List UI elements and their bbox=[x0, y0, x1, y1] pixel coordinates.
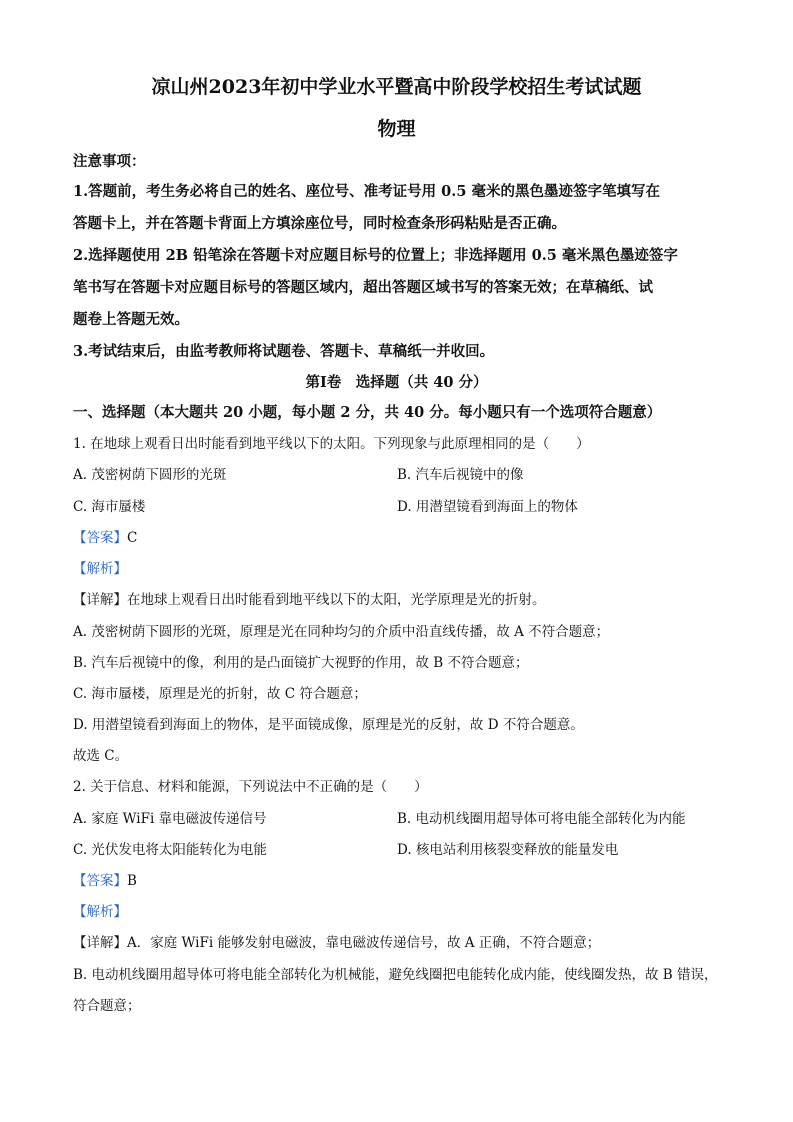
subject-title: 物理 bbox=[377, 118, 416, 140]
detail-tag: 【详解】 bbox=[73, 592, 127, 608]
q1-answer bbox=[73, 526, 733, 546]
q1-conclusion: 故选 C。 bbox=[73, 748, 129, 764]
answer-value: B bbox=[127, 873, 137, 889]
notice-line-2: 答题卡上，并在答题卡背面上方填涂座位号，同时检查条形码粘贴是否正确。 bbox=[73, 215, 566, 232]
q2-analysis-tag: 【解析】 bbox=[73, 904, 127, 920]
q1-explain-d: D. 用潜望镜看到海面上的物体，是平面镜成像，原理是光的反射，故 D 不符合题意。 bbox=[73, 717, 584, 733]
q1-explain-c: C. 海市蜃楼，原理是光的折射，故 C 符合题意； bbox=[73, 686, 367, 702]
section-heading: 一、选择题（本大题共 20 小题，每小题 2 分，共 40 分。每小题只有一个选项符合题意） bbox=[73, 404, 662, 421]
q2-option-d: D. 核电站利用核裂变释放的能量发电 bbox=[397, 842, 619, 858]
q1-detail bbox=[73, 588, 733, 608]
detail-text: 在地球上观看日出时能看到地平线以下的太阳，光学原理是光的折射。 bbox=[127, 592, 546, 608]
q2-answer bbox=[73, 869, 733, 889]
q1-option-c: C. 海市蜃楼 bbox=[73, 499, 146, 515]
answer-tag: 【答案】 bbox=[73, 530, 127, 546]
q1-option-b: B. 汽车后视镜中的像 bbox=[397, 467, 524, 483]
q1-explain-a: A. 茂密树荫下圆形的光斑，原理是光在同种均匀的介质中沿直线传播，故 A 不符合题意； bbox=[73, 624, 610, 640]
notice-line-4: 笔书写在答题卡对应题目标号的答题区域内，超出答题区域书写的答案无效；在草稿纸、试 bbox=[73, 279, 653, 296]
q2-detail bbox=[73, 931, 733, 951]
q1-analysis-tag: 【解析】 bbox=[73, 561, 127, 577]
notice-line-1: 1.答题前，考生务必将自己的姓名、座位号、准考证号用 0.5 毫米的黑色墨迹签字笔填写在 bbox=[73, 183, 660, 200]
detail-tag: 【详解】 bbox=[73, 935, 127, 951]
part1-heading: 第Ⅰ卷 选择题（共 40 分） bbox=[305, 374, 488, 391]
q2-option-c: C. 光伏发电将太阳能转化为电能 bbox=[73, 842, 267, 858]
q2-explain-b-line2: 符合题意； bbox=[73, 998, 141, 1014]
q2-stem: 2. 关于信息、材料和能源，下列说法中不正确的是（ ） bbox=[73, 779, 428, 795]
notice-line-3: 2.选择题使用 2B 铅笔涂在答题卡对应题目标号的位置上；非选择题用 0.5 毫米黑色墨迹签字 bbox=[73, 247, 678, 264]
answer-tag: 【答案】 bbox=[73, 873, 127, 889]
q1-option-a: A. 茂密树荫下圆形的光斑 bbox=[73, 467, 227, 483]
answer-value: C bbox=[127, 530, 138, 546]
q1-explain-b: B. 汽车后视镜中的像，利用的是凸面镜扩大视野的作用，故 B 不符合题意； bbox=[73, 655, 529, 671]
notice-line-6: 3.考试结束后，由监考教师将试题卷、答题卡、草稿纸一并收回。 bbox=[73, 343, 495, 360]
detail-text: A．家庭 WiFi 能够发射电磁波，靠电磁波传递信号，故 A 正确，不符合题意； bbox=[127, 935, 601, 951]
q2-explain-b-line1: B. 电动机线圈用超导体可将电能全部转化为机械能，避免线圈把电能转化成内能，使线圈发热，故 B 错误， bbox=[73, 967, 718, 983]
q1-stem: 1. 在地球上观看日出时能看到地平线以下的太阳。下列现象与此原理相同的是（ ） bbox=[73, 436, 590, 452]
exam-title: 凉山州2023年初中学业水平暨高中阶段学校招生考试试题 bbox=[151, 76, 642, 98]
notice-line-5: 题卷上答题无效。 bbox=[73, 311, 189, 328]
notice-heading: 注意事项： bbox=[73, 153, 146, 170]
q2-option-a: A. 家庭 WiFi 靠电磁波传递信号 bbox=[73, 811, 267, 827]
q1-option-d: D. 用潜望镜看到海面上的物体 bbox=[397, 499, 578, 515]
q2-option-b: B. 电动机线圈用超导体可将电能全部转化为内能 bbox=[397, 811, 686, 827]
